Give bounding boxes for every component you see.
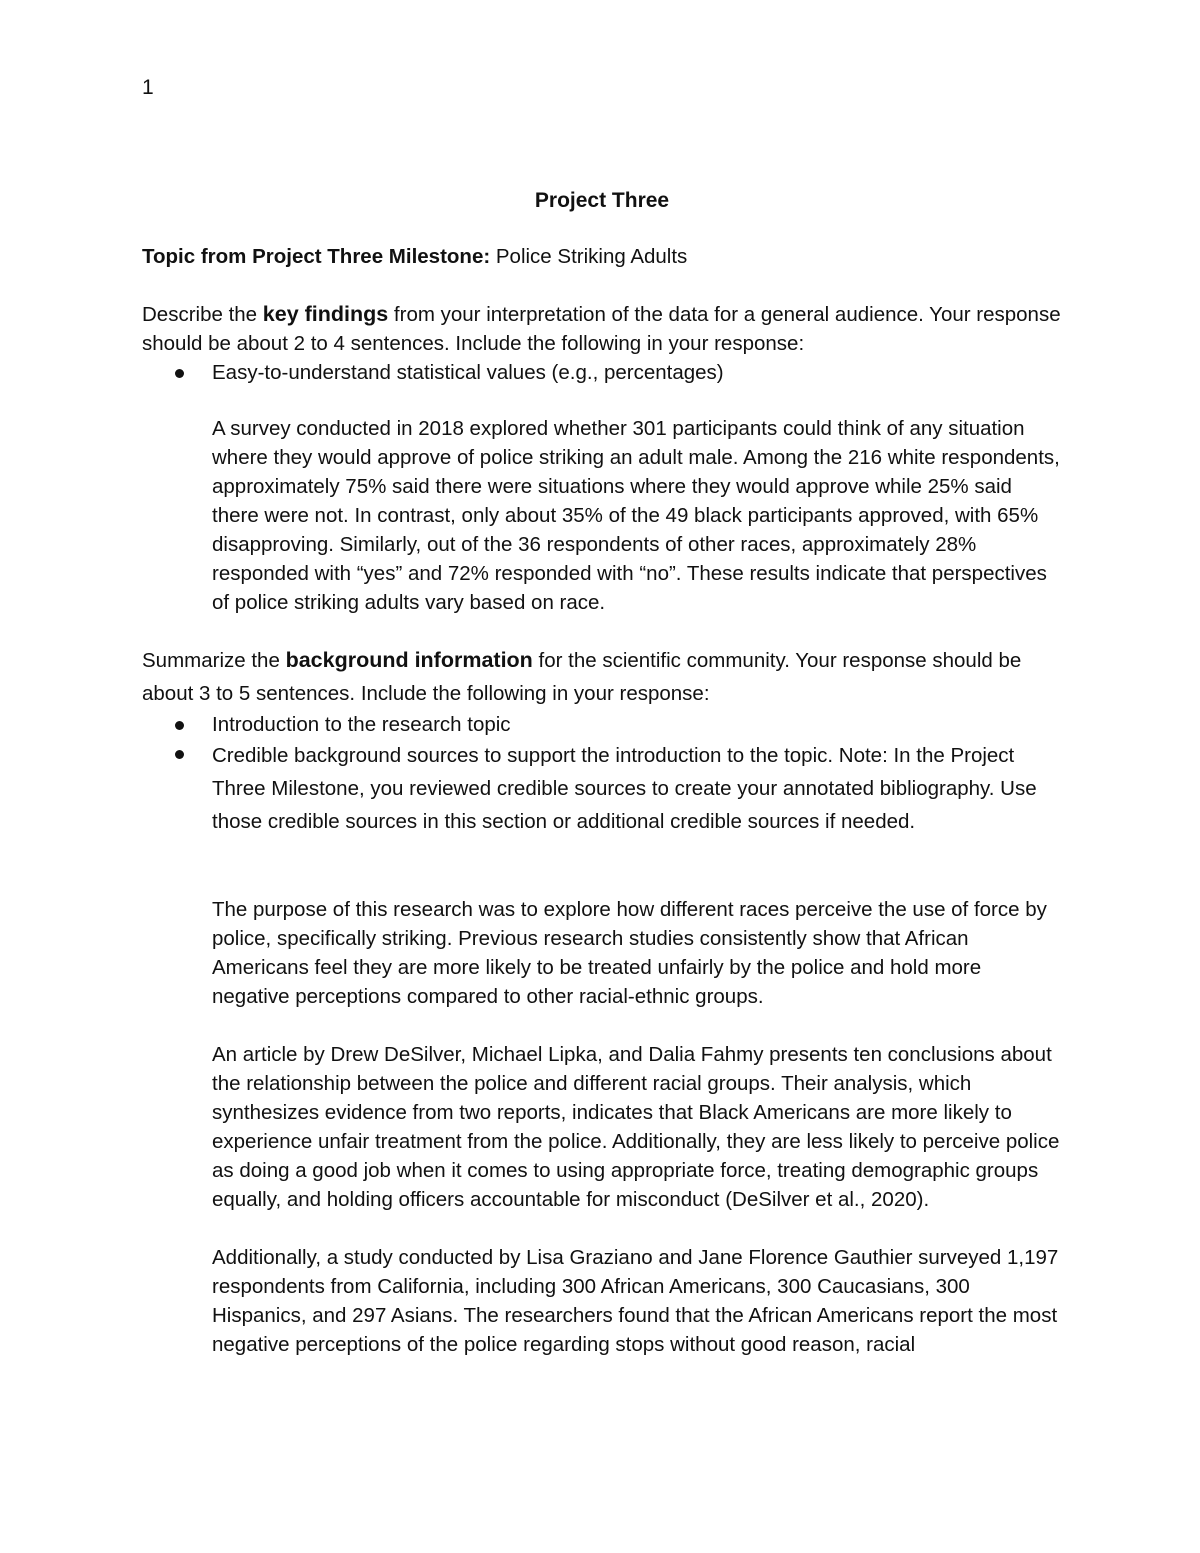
background-paragraph-2: An article by Drew DeSilver, Michael Lipka, and Dalia Fahmy presents ten conclusions about the relationship between the police and different racial groups. Their analysis, which synthesizes evidence from two reports, indicates that Black Americans are more likely to experience unfair treatment from the police. Additionally, they are less likely to perceive police as doing a good job when it comes to using appropriate force, treating demographic groups equally, and holding officers accountable for misconduct (DeSilver et al., 2020). bbox=[212, 1043, 1060, 1211]
spacer bbox=[142, 838, 1062, 868]
bullet-item bbox=[142, 710, 1062, 739]
document-title: Project Three bbox=[534, 189, 670, 212]
bullet-text: Credible background sources to support the introduction to the topic. Note: In the Project Three Milestone, you reviewed credible sources to create your annotated bibliography. Use those credible sources in this section or additional credible sources if needed. bbox=[212, 744, 1037, 833]
background-paragraph-3: Additionally, a study conducted by Lisa Graziano and Jane Florence Gauthier surveyed 1,197 respondents from California, including 300 African Americans, 300 Caucasians, 300 Hispanics, and 297 Asians. The researchers found that the African Americans report the most negative perceptions of the police regarding stops without good reason, racial bbox=[212, 1246, 1059, 1356]
topic-label: Topic from Project Three Milestone: bbox=[142, 245, 491, 268]
bullet-text: Introduction to the research topic bbox=[212, 713, 511, 736]
key-findings-prompt-end: from your interpretation of the data for a general audience. Your response should be about 2 to 4 sentences. Include the following in your response: bbox=[142, 303, 1061, 355]
bullet-icon bbox=[175, 369, 184, 378]
background-prompt-start: Summarize the bbox=[142, 649, 286, 672]
key-findings-answer: A survey conducted in 2018 explored whether 301 participants could think of any situation where they would approve of police striking an adult male. Among the 216 white respondents, approximately 75% said there were situations where they would approve while 25% said there were not. In contrast, only about 35% of the 49 black participants approved, with 65% disapproving. Similarly, out of the 36 respondents of other races, approximately 28% responded with “yes” and 72% responded with “no”. These results indicate that perspectives of police striking adults vary based on race. bbox=[212, 417, 1060, 614]
key-findings-bullets bbox=[142, 358, 1062, 387]
spacer bbox=[142, 868, 1062, 895]
bullet-icon bbox=[175, 750, 184, 759]
background-bullets bbox=[142, 710, 1062, 838]
spacer bbox=[142, 617, 1062, 644]
background-prompt-end: for the scientific community. Your response should be about 3 to 5 sentences. Include the following in your response: bbox=[142, 649, 1022, 705]
page-number: 1 bbox=[142, 76, 154, 99]
bullet-item bbox=[142, 739, 1062, 838]
key-findings-prompt-bold: key findings bbox=[262, 302, 389, 326]
key-findings-prompt-start: Describe the bbox=[142, 303, 263, 326]
background-prompt-bold: background information bbox=[285, 648, 533, 672]
spacer bbox=[142, 1011, 1062, 1040]
spacer bbox=[142, 1214, 1062, 1243]
spacer bbox=[142, 387, 1062, 414]
topic-value: Police Striking Adults bbox=[495, 245, 688, 268]
topic-line bbox=[142, 242, 1062, 271]
bullet-icon bbox=[175, 721, 184, 730]
document-body bbox=[142, 186, 1062, 1359]
key-findings-prompt bbox=[142, 300, 1062, 358]
background-prompt bbox=[142, 644, 1062, 710]
bullet-item bbox=[142, 358, 1062, 387]
background-paragraph-1: The purpose of this research was to explore how different races perceive the use of force by police, specifically striking. Previous research studies consistently show that African Americans feel they are more likely to be treated unfairly by the police and hold more negative perceptions compared to other racial-ethnic groups. bbox=[212, 898, 1047, 1008]
bullet-text: Easy-to-understand statistical values (e.g., percentages) bbox=[212, 361, 724, 384]
